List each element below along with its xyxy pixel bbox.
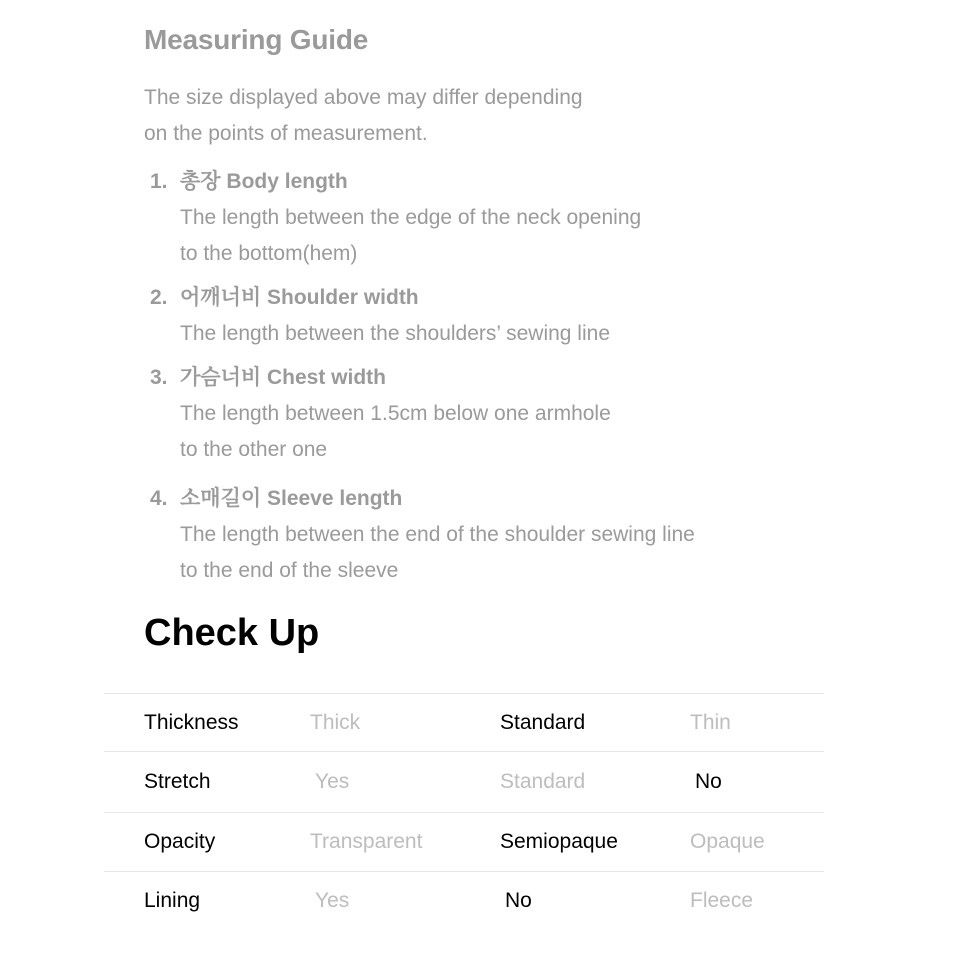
measure-item-number: 1.: [150, 170, 168, 193]
check-up-table: [104, 693, 824, 930]
measure-item-title: 소매길이 Sleeve length: [180, 487, 403, 510]
measure-item-description: [180, 200, 641, 272]
description-line: to the other one: [180, 438, 328, 461]
option-thick: Thick: [310, 710, 361, 734]
description-line: The length between the shoulders’ sewing line: [180, 322, 610, 345]
description-line: The length between the end of the shoulder sewing line: [180, 523, 695, 546]
option-no: No: [505, 889, 532, 912]
option-standard: Standard: [500, 710, 586, 734]
measure-item-shoulder-width: [150, 280, 610, 352]
option-transparent: Transparent: [310, 830, 423, 853]
measure-item-description: [180, 517, 695, 589]
row-label: Thickness: [144, 710, 239, 734]
intro-line: on the points of measurement.: [144, 122, 428, 145]
measure-item-title: 가슴너비 Chest width: [180, 366, 386, 389]
measure-item-number: 2.: [150, 286, 168, 309]
measure-item-heading: [150, 164, 641, 200]
option-no: No: [695, 770, 722, 793]
option-thin: Thin: [690, 710, 731, 734]
row-label: Stretch: [144, 770, 211, 793]
table-row-stretch: [104, 752, 824, 812]
intro-line: The size displayed above may differ depending: [144, 86, 583, 109]
measuring-guide-title: Measuring Guide: [144, 24, 369, 55]
measure-item-heading: [150, 280, 610, 316]
measure-item-title: 어깨너비 Shoulder width: [180, 286, 419, 309]
measure-item-description: [180, 316, 610, 352]
option-yes: Yes: [315, 889, 350, 912]
measuring-guide-intro: [144, 80, 583, 152]
measure-item-sleeve-length: [150, 481, 695, 589]
measure-item-body-length: [150, 164, 641, 272]
description-line: to the end of the sleeve: [180, 559, 399, 582]
description-line: The length between the edge of the neck opening: [180, 206, 642, 229]
table-row-lining: [104, 872, 824, 930]
option-yes: Yes: [315, 770, 350, 793]
table-row-thickness: [104, 694, 824, 751]
measure-item-title: 총장 Body length: [180, 170, 348, 193]
measure-item-chest-width: [150, 360, 611, 468]
option-standard: Standard: [500, 770, 586, 793]
table-row-opacity: [104, 813, 824, 871]
option-opaque: Opaque: [690, 830, 765, 853]
measure-item-heading: [150, 481, 695, 517]
option-fleece: Fleece: [690, 889, 754, 912]
check-up-title: Check Up: [144, 612, 320, 654]
measure-item-heading: [150, 360, 611, 396]
row-label: Opacity: [144, 830, 216, 853]
measure-item-description: [180, 396, 611, 468]
option-semiopaque: Semiopaque: [500, 830, 618, 853]
description-line: to the bottom(hem): [180, 242, 358, 265]
measure-item-number: 3.: [150, 366, 168, 389]
description-line: The length between 1.5cm below one armhole: [180, 402, 611, 425]
measure-item-number: 4.: [150, 487, 168, 510]
row-label: Lining: [144, 889, 201, 912]
